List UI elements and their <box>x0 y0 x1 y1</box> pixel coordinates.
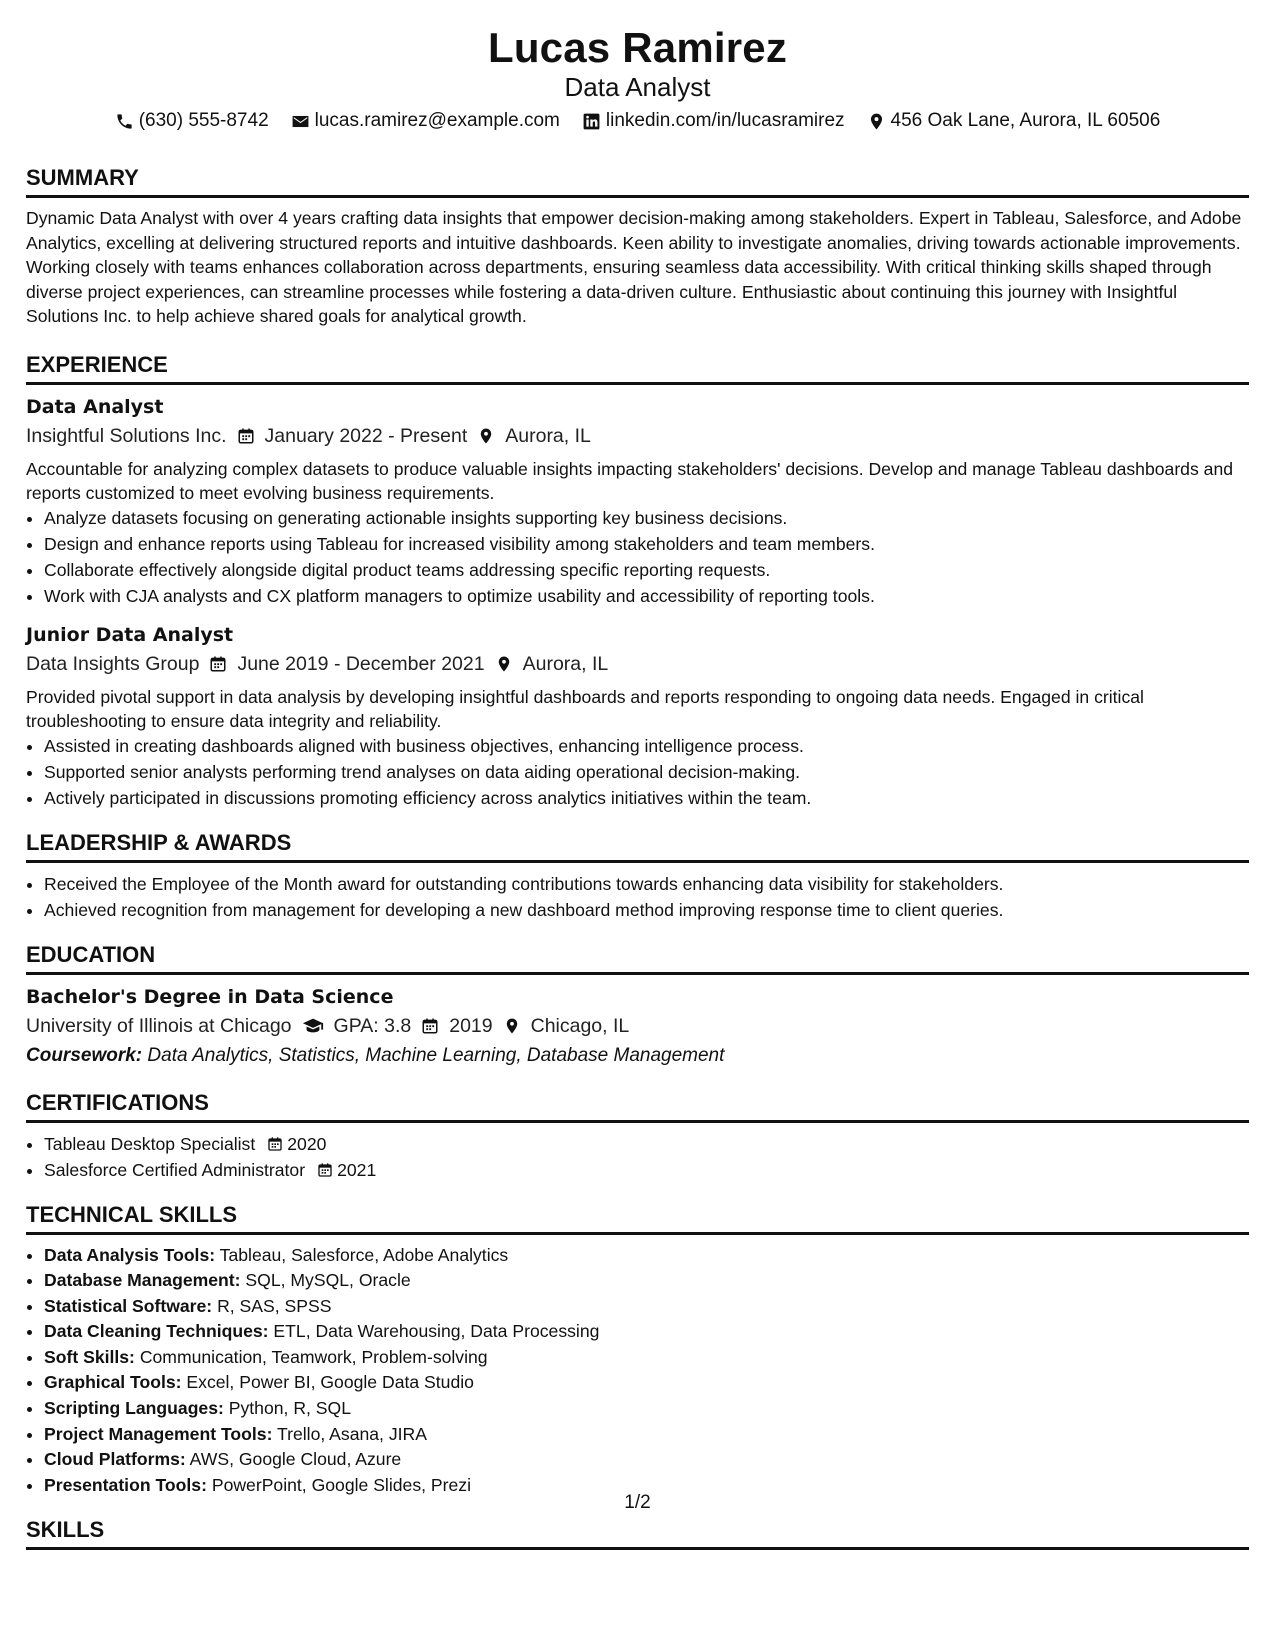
map-pin-icon <box>477 427 495 445</box>
list-item <box>44 1157 1249 1183</box>
list-item: • Work with CJA analysts and CX platform managers to optimize usability and accessibility of reporting tools. <box>44 583 1249 609</box>
experience-heading: EXPERIENCE <box>26 351 168 377</box>
contact-bar <box>26 108 1249 134</box>
education-meta <box>26 1011 1249 1041</box>
section-divider <box>26 195 1249 198</box>
job-role: Data Analyst <box>26 395 164 418</box>
list-item <box>44 1268 1249 1294</box>
section-divider <box>26 1120 1249 1123</box>
job-entry <box>26 621 1249 811</box>
summary-section <box>26 164 1249 329</box>
list-item: • Collaborate effectively alongside digital product teams addressing specific reporting requests. <box>44 557 1249 583</box>
list-item <box>44 1396 1249 1422</box>
coursework-label: Coursework: <box>26 1044 143 1066</box>
certification-year: 2021 <box>337 1159 377 1180</box>
job-entry <box>26 393 1249 609</box>
list-item: • Achieved recognition from management for developing a new dashboard method improving response time to client queries. <box>44 897 1249 923</box>
summary-heading: SUMMARY <box>26 165 139 190</box>
candidate-title: Data Analyst <box>564 72 711 102</box>
list-item <box>44 1345 1249 1371</box>
skill-label: Graphical Tools: <box>44 1372 182 1393</box>
list-item <box>44 1422 1249 1448</box>
skill-value: PowerPoint, Google Slides, Prezi <box>211 1474 471 1495</box>
school-name: University of Illinois at Chicago <box>26 1014 292 1037</box>
skill-value: AWS, Google Cloud, Azure <box>189 1449 402 1470</box>
skill-label: Statistical Software: <box>44 1295 213 1316</box>
job-company: Insightful Solutions Inc. <box>26 424 227 447</box>
skill-value: Trello, Asana, JIRA <box>277 1423 427 1444</box>
job-meta <box>26 421 1249 451</box>
skill-value: SQL, MySQL, Oracle <box>245 1270 411 1291</box>
certifications-heading: CERTIFICATIONS <box>26 1089 209 1115</box>
job-meta <box>26 649 1249 679</box>
list-item <box>44 1243 1249 1269</box>
coursework-text: Data Analytics, Statistics, Machine Learning, Database Management <box>147 1044 725 1066</box>
summary-text: Dynamic Data Analyst with over 4 years crafting data insights that empower decision-making among stakeholders. Expert in Tableau, Salesforce, and Adobe Analytics, excelling at delivering structured reports and intuitive dashboards. Keen ability to investigate anomalies, driving towards actionable improvements. Working closely with teams enhances collaboration across departments, ensuring seamless data accessibility. With critical thinking skills shaped through diverse project experiences, can streamline processes while fostering a data-driven culture. Enthusiastic about continuing this journey with Insightful Solutions Inc. to help achieve shared goals for analytical growth. <box>26 208 1242 326</box>
calendar-icon <box>421 1017 439 1035</box>
job-location: Aurora, IL <box>505 424 591 447</box>
email-text: lucas.ramirez@example.com <box>314 110 560 131</box>
job-bullets <box>26 733 1249 811</box>
phone-text: (630) 555-8742 <box>138 110 269 131</box>
skill-label: Scripting Languages: <box>44 1398 224 1419</box>
skill-value: Python, R, SQL <box>228 1398 352 1419</box>
skill-label: Project Management Tools: <box>44 1423 273 1444</box>
skill-value: R, SAS, SPSS <box>217 1295 332 1316</box>
technical-skills-section <box>26 1201 1249 1499</box>
certification-name: • Salesforce Certified Administrator <box>44 1159 306 1180</box>
leadership-section <box>26 829 1249 923</box>
map-pin-icon <box>867 112 886 131</box>
calendar-icon <box>267 1136 283 1152</box>
list-item <box>44 1370 1249 1396</box>
job-bullets <box>26 505 1249 609</box>
job-dates: January 2022 - Present <box>264 424 468 447</box>
job-description: Provided pivotal support in data analysis by developing insightful dashboards and reports responding to ongoing data needs. Engaged in critical troubleshooting to ensure data integrity and reliability. <box>26 686 1144 731</box>
calendar-icon <box>317 1162 333 1178</box>
job-dates: June 2019 - December 2021 <box>237 652 485 675</box>
linkedin-icon <box>582 112 601 131</box>
education-section <box>26 941 1249 1071</box>
list-item: • Assisted in creating dashboards aligned with business objectives, enhancing intelligence process. <box>44 733 1249 759</box>
graduation-year: 2019 <box>449 1014 493 1037</box>
skill-label: Presentation Tools: <box>44 1474 207 1495</box>
certifications-section <box>26 1089 1249 1183</box>
technical-skills-heading: TECHNICAL SKILLS <box>26 1201 238 1227</box>
skill-label: Cloud Platforms: <box>44 1449 186 1470</box>
list-item <box>44 1447 1249 1473</box>
map-pin-icon <box>503 1017 521 1035</box>
list-item: • Received the Employee of the Month award for outstanding contributions towards enhancing data visibility for stakeholders. <box>44 871 1249 897</box>
linkedin-text: linkedin.com/in/lucasramirez <box>605 110 845 131</box>
page-number: 1/2 <box>624 1492 651 1513</box>
award-list <box>26 871 1249 923</box>
skills-heading: SKILLS <box>26 1517 105 1543</box>
skill-value: ETL, Data Warehousing, Data Processing <box>273 1321 600 1342</box>
skill-label: Soft Skills: <box>44 1346 135 1367</box>
list-item: • Design and enhance reports using Tableau for increased visibility among stakeholders and team members. <box>44 531 1249 557</box>
school-location: Chicago, IL <box>530 1014 630 1037</box>
skill-value: Excel, Power BI, Google Data Studio <box>186 1372 474 1393</box>
section-divider <box>26 382 1249 385</box>
phone-icon <box>115 112 134 131</box>
section-divider <box>26 860 1249 863</box>
section-divider <box>26 1232 1249 1235</box>
envelope-icon <box>291 112 310 131</box>
skill-label: Data Cleaning Techniques: <box>44 1321 269 1342</box>
map-pin-icon <box>495 655 513 673</box>
list-item <box>44 1294 1249 1320</box>
graduation-cap-icon <box>302 1015 324 1037</box>
address-text: 456 Oak Lane, Aurora, IL 60506 <box>890 110 1161 131</box>
contact-linkedin[interactable] <box>582 108 845 134</box>
job-company: Data Insights Group <box>26 652 200 675</box>
resume-page <box>26 0 1249 1558</box>
certification-year: 2020 <box>287 1133 327 1154</box>
degree-title: Bachelor's Degree in Data Science <box>26 985 394 1008</box>
education-heading: EDUCATION <box>26 941 156 967</box>
list-item: • Supported senior analysts performing trend analyses on data aiding operational decision-making. <box>44 759 1249 785</box>
leadership-heading: LEADERSHIP & AWARDS <box>26 829 292 855</box>
job-location: Aurora, IL <box>522 652 609 675</box>
experience-section <box>26 351 1249 811</box>
skill-value: Communication, Teamwork, Problem-solving <box>139 1346 488 1367</box>
gpa-text: GPA: 3.8 <box>333 1014 412 1037</box>
skills-section <box>26 1516 1249 1550</box>
candidate-name: Lucas Ramirez <box>487 24 788 71</box>
list-item <box>44 1131 1249 1157</box>
list-item: • Actively participated in discussions promoting efficiency across analytics initiatives within the team. <box>44 785 1249 811</box>
job-role: Junior Data Analyst <box>26 623 234 646</box>
contact-email[interactable] <box>291 108 560 134</box>
certification-name: • Tableau Desktop Specialist <box>44 1133 256 1154</box>
technical-skills-list <box>26 1243 1249 1499</box>
contact-phone[interactable] <box>115 108 269 134</box>
coursework-line <box>26 1041 1249 1071</box>
skill-value: Tableau, Salesforce, Adobe Analytics <box>219 1244 509 1265</box>
list-item: • Analyze datasets focusing on generating actionable insights supporting key business decisions. <box>44 505 1249 531</box>
section-divider <box>26 1547 1249 1550</box>
contact-address <box>867 108 1161 134</box>
calendar-icon <box>209 655 227 673</box>
skill-label: Data Analysis Tools: <box>44 1244 216 1265</box>
resume-header <box>26 0 1249 134</box>
list-item <box>44 1319 1249 1345</box>
section-divider <box>26 972 1249 975</box>
skill-label: Database Management: <box>44 1270 241 1291</box>
certification-list <box>26 1131 1249 1183</box>
calendar-icon <box>237 427 255 445</box>
job-description: Accountable for analyzing complex datasets to produce valuable insights impacting stakeholders' decisions. Develop and manage Tableau dashboards and reports customized to meet evolving business requirements. <box>26 458 1234 503</box>
